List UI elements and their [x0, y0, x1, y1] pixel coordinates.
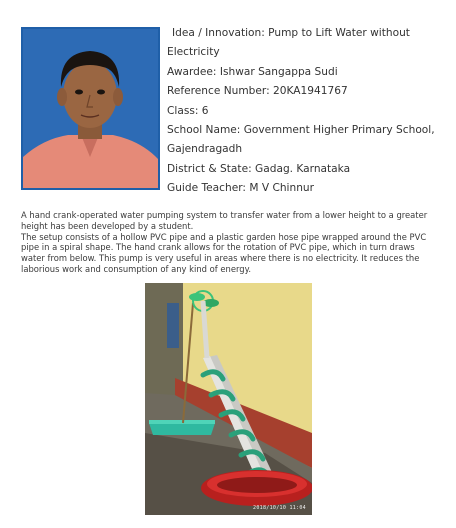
awardee-info	[167, 24, 452, 199]
school-name: School Name: Government Higher Primary School,	[167, 124, 435, 137]
description	[21, 210, 441, 275]
pump-photo-image	[145, 283, 312, 515]
school-name-cont: Gajendragadh	[167, 143, 243, 156]
guide-teacher: Guide Teacher: M V Chinnur	[167, 182, 314, 195]
photo-timestamp: 2018/10/10 11:04	[253, 505, 306, 511]
idea-title: Idea / Innovation: Pump to Lift Water without	[172, 27, 410, 39]
awardee-name: Awardee: Ishwar Sangappa Sudi	[167, 65, 338, 78]
reference-number: Reference Number: 20KA1941767	[167, 85, 348, 98]
description-para-2: The setup consists of a hollow PVC pipe and a plastic garden hose pipe wrapped around the PVC pipe in a spiral shape. The hand crank allows for the rotation of PVC pipe, which in turn draws water from below. This pump is very useful in areas where there is no electricity. It reduces the laborious work and consumption of any kind of energy.	[21, 231, 427, 274]
awardee-portrait	[21, 27, 160, 190]
district-state: District & State: Gadag. Karnataka	[167, 162, 351, 175]
description-para-1: A hand crank-operated water pumping system to transfer water from a lower height to a greater height has been developed by a student.	[21, 210, 428, 231]
portrait-image	[23, 29, 158, 188]
pump-photo	[145, 283, 312, 515]
class-label: Class: 6	[167, 104, 209, 117]
idea-title-cont: Electricity	[167, 46, 220, 59]
